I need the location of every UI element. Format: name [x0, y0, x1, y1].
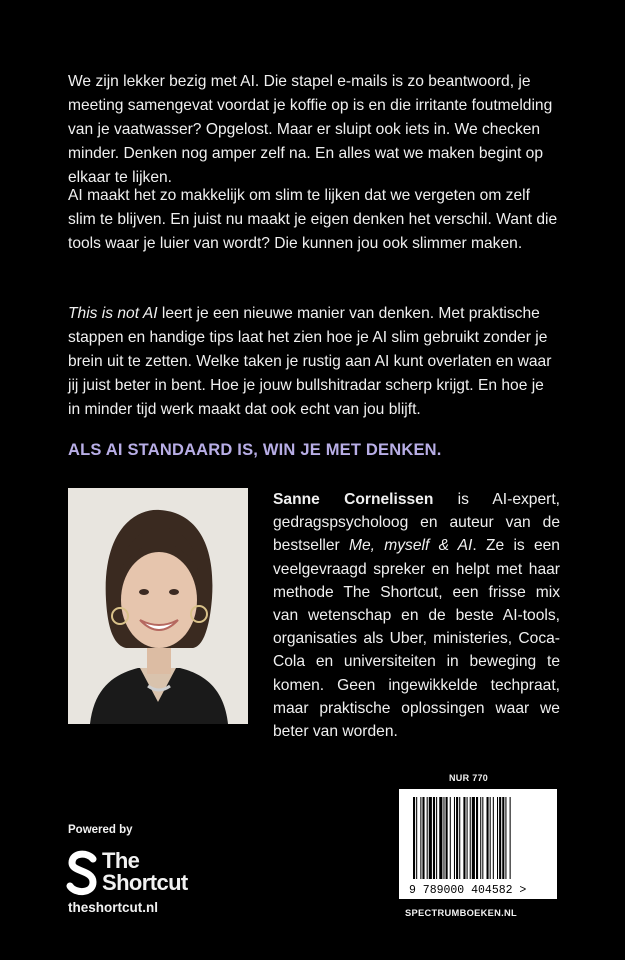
author-bestseller-title: Me, myself & AI	[349, 537, 473, 555]
author-bio	[273, 488, 560, 743]
logo-wordmark	[102, 850, 188, 894]
description-paragraph-1: We zijn lekker bezig met AI. Die stapel e-mails is zo beantwoord, je meeting samengevat voordat je koffie op is en die irritante foutmelding van je vaatwasser? Opgelost. Maar er sluipt ook iets in. We checken minder. Denken nog amper zelf na. En alles wat we maken begint op elkaar te lijken.	[68, 73, 553, 186]
description-paragraph-3-text: leert je een nieuwe manier van denken. Met praktische stappen en handige tips laat het zien hoe je AI slim gebruikt zonder je brein uit te zetten. Welke taken je rustig aan AI kunt overlaten en waar jij juist beter in bent. Hoe je jouw bullshitradar scherp krijgt. En hoe je in minder tijd werk maakt dat ook echt van jou blijft.	[68, 305, 552, 418]
logo-line-1: The	[102, 848, 140, 873]
author-bio-part-1: is AI-expert, gedragspsycholoog en auteur van de bestseller	[273, 491, 560, 555]
book-title: This is not AI	[68, 305, 158, 322]
author-bio-part-2: . Ze is een veelgevraagd spreker en helpt met haar methode The Shortcut, een frisse mix van wetenschap en de beste AI-tools, organisaties als Uber, ministeries, Coca-Cola en universiteiten in beweging te komen. Geen ingewikkelde techpraat, maar praktische oplossingen waar we beter van worden.	[273, 537, 560, 741]
author-name: Sanne Cornelissen	[273, 491, 434, 508]
description-paragraph-3	[68, 302, 558, 422]
barcode-graphic	[399, 789, 557, 899]
logo-line-2: Shortcut	[102, 870, 188, 895]
the-shortcut-logo	[66, 850, 226, 898]
author-portrait	[68, 488, 248, 724]
author-photo	[68, 488, 248, 724]
tagline: ALS AI STANDAARD IS, WIN JE MET DENKEN.	[68, 441, 442, 459]
powered-by-label: Powered by	[68, 824, 133, 836]
publisher-website[interactable]: SPECTRUMBOEKEN.NL	[405, 908, 518, 918]
isbn-barcode	[399, 789, 557, 899]
description-paragraph-2: AI maakt het zo makkelijk om slim te lijken dat we vergeten om zelf slim te blijven. En juist nu maakt je eigen denken het verschil. Want die tools waar je luier van wordt? Die kunnen jou ook slimmer maken.	[68, 187, 558, 252]
website-link[interactable]: theshortcut.nl	[68, 900, 158, 915]
shortcut-s-icon	[66, 850, 100, 896]
nur-code: NUR 770	[449, 773, 489, 783]
isbn-number: 9 789000 404582 >	[409, 884, 527, 897]
